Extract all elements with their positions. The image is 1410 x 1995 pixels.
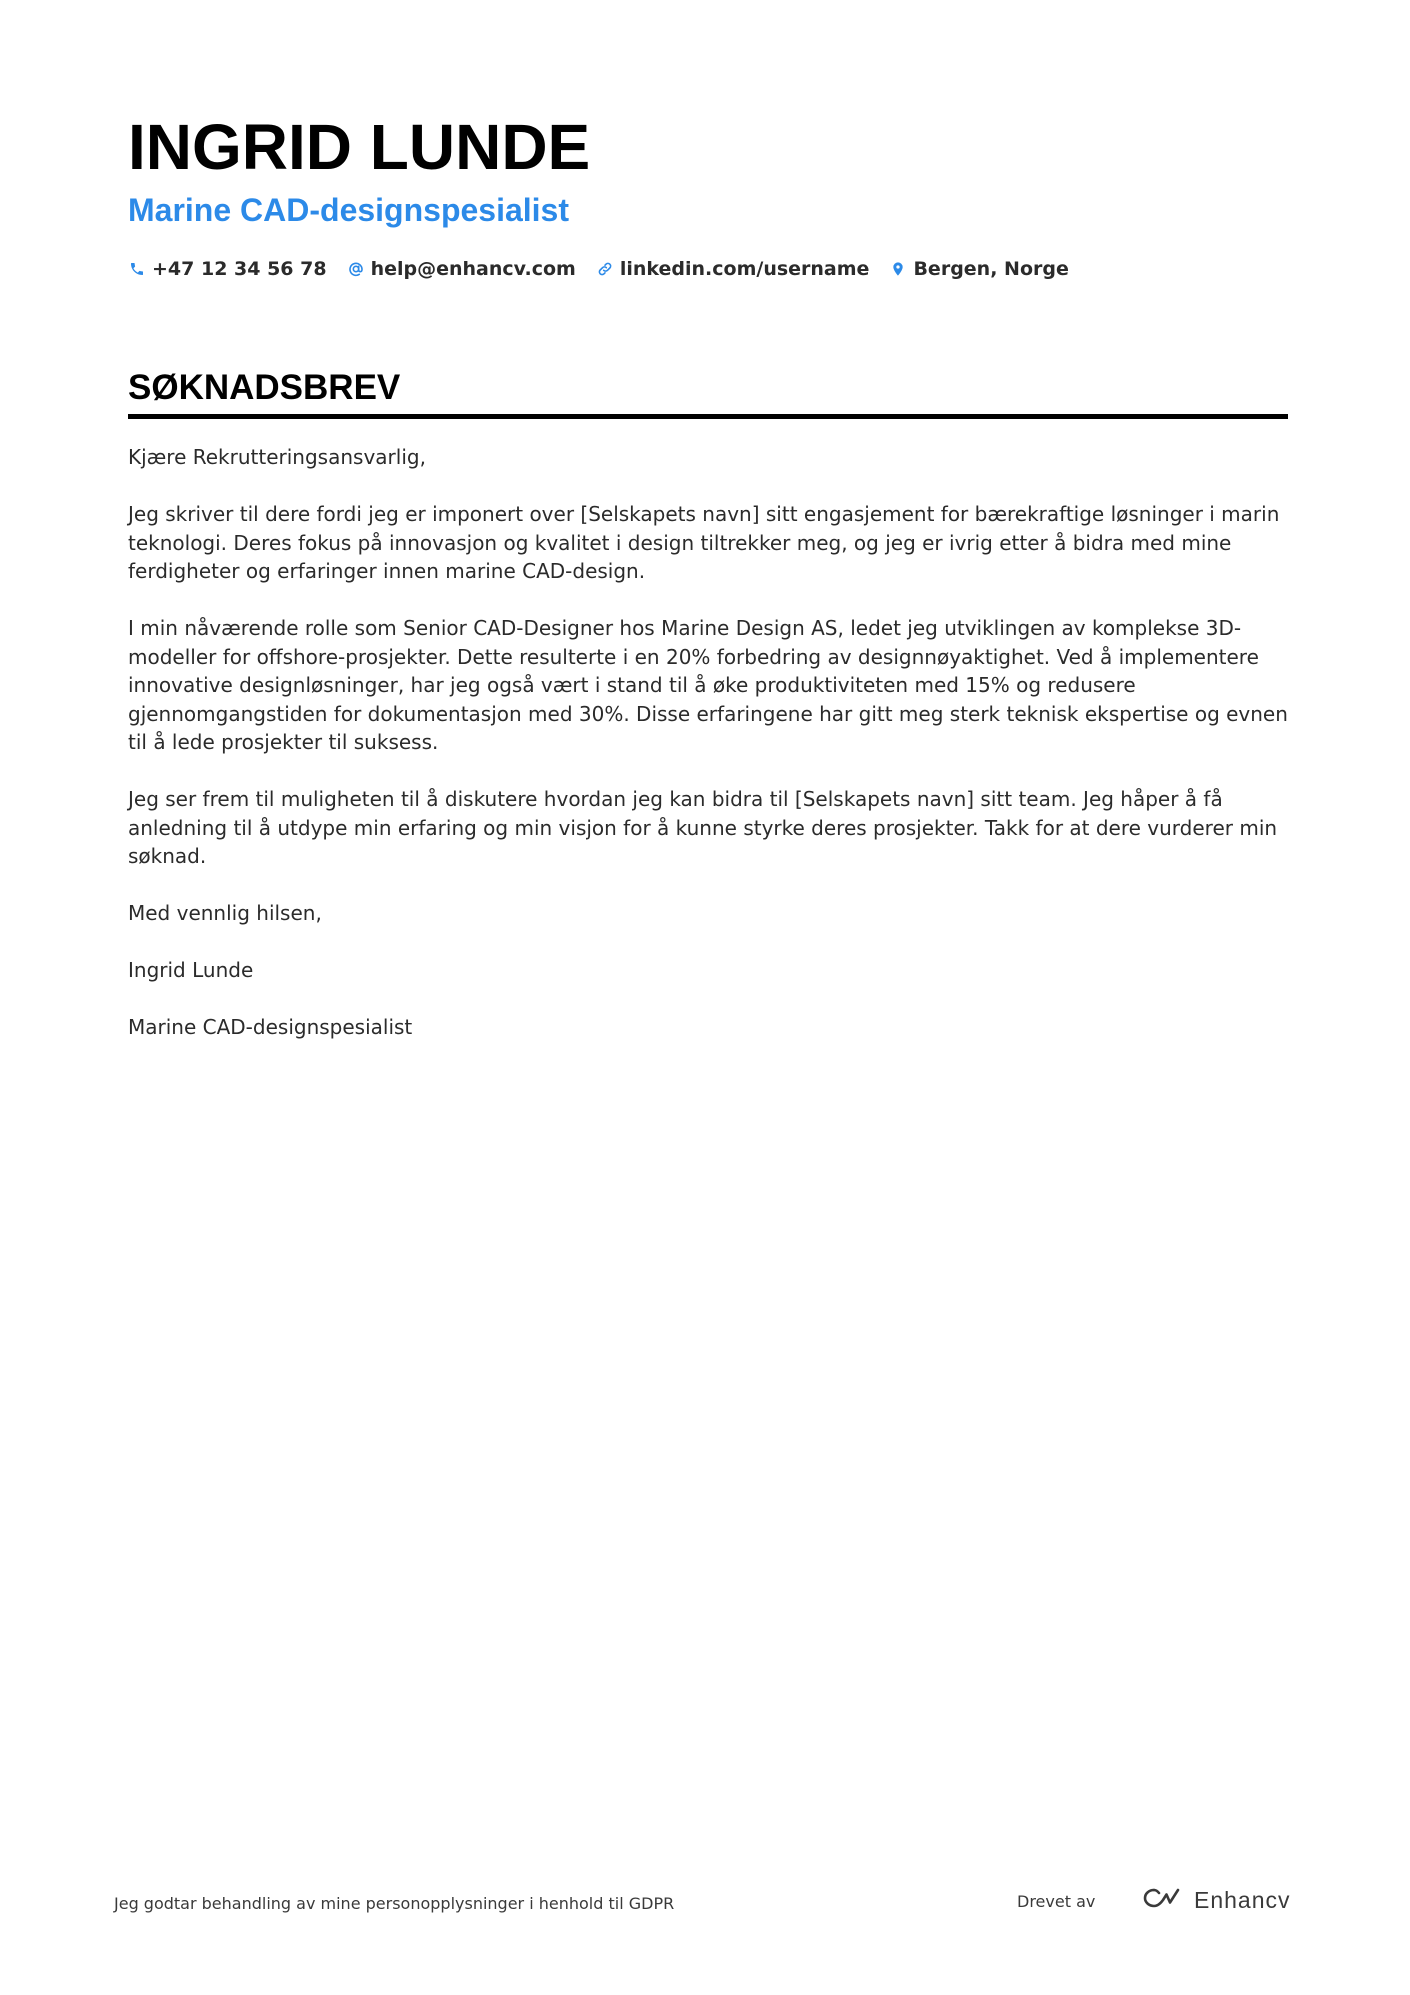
applicant-name: INGRID LUNDE <box>128 111 591 183</box>
applicant-title: Marine CAD-designspesialist <box>128 192 569 228</box>
letter-body <box>128 443 1288 1042</box>
signature-name: Ingrid Lunde <box>128 958 254 982</box>
letter-paragraph-1: Jeg skriver til dere fordi jeg er imponert over [Selskapets navn] sitt engasjement for bærekraftige løsninger i marin teknologi. Deres fokus på innovasjon og kvalitet i design tiltrekker meg, og jeg er ivrig etter å bidra med mine ferdigheter og erfaringer innen marine CAD-design. <box>128 502 1280 583</box>
letter-paragraph-3: Jeg ser frem til muligheten til å diskutere hvordan jeg kan bidra til [Selskapets navn] sitt team. Jeg håper å få anledning til å utdype min erfaring og min visjon for å kunne styrke deres prosjekter. Takk for at dere vurderer min søknad. <box>128 787 1278 868</box>
gdpr-consent-text: Jeg godtar behandling av mine personopplysninger i henhold til GDPR <box>114 1894 675 1913</box>
powered-by-label: Drevet av <box>1017 1892 1096 1911</box>
enhancv-logo-icon <box>1138 1884 1184 1916</box>
contact-location <box>889 258 1068 280</box>
map-pin-icon <box>889 260 907 278</box>
contact-row <box>128 254 1288 284</box>
contact-email[interactable] <box>347 258 576 280</box>
link-icon <box>596 260 614 278</box>
linkedin-link: linkedin.com/username <box>619 258 870 280</box>
section-title: SØKNADSBREV <box>128 366 1288 419</box>
footer <box>114 1880 1290 1920</box>
at-icon <box>347 260 365 278</box>
contact-phone[interactable] <box>128 258 327 280</box>
letter-closing: Med vennlig hilsen, <box>128 901 322 925</box>
phone-icon <box>128 260 146 278</box>
signature-title: Marine CAD-designspesialist <box>128 1015 413 1039</box>
location-text: Bergen, Norge <box>913 258 1069 280</box>
letter-paragraph-2: I min nåværende rolle som Senior CAD-Designer hos Marine Design AS, ledet jeg utviklingen av komplekse 3D-modeller for offshore-prosjekter. Dette resulterte i en 20% forbedring av designnøyaktighet. Ved å implementere innovative designløsninger, har jeg også vært i stand til å øke produktiviteten med 15% og redusere gjennomgangstiden for dokumentasjon med 30%. Disse erfaringene har gitt meg sterk teknisk ekspertise og evnen til å lede prosjekter til suksess. <box>128 616 1288 754</box>
letter-greeting: Kjære Rekrutteringsansvarlig, <box>128 445 426 469</box>
email-link: help@enhancv.com <box>370 258 576 280</box>
header <box>128 108 1288 284</box>
phone-text: +47 12 34 56 78 <box>152 258 327 280</box>
enhancv-brand-link[interactable] <box>1138 1884 1291 1916</box>
brand-name: Enhancv <box>1194 1886 1291 1913</box>
cover-letter-section <box>128 366 1288 1070</box>
contact-linkedin[interactable] <box>596 258 870 280</box>
